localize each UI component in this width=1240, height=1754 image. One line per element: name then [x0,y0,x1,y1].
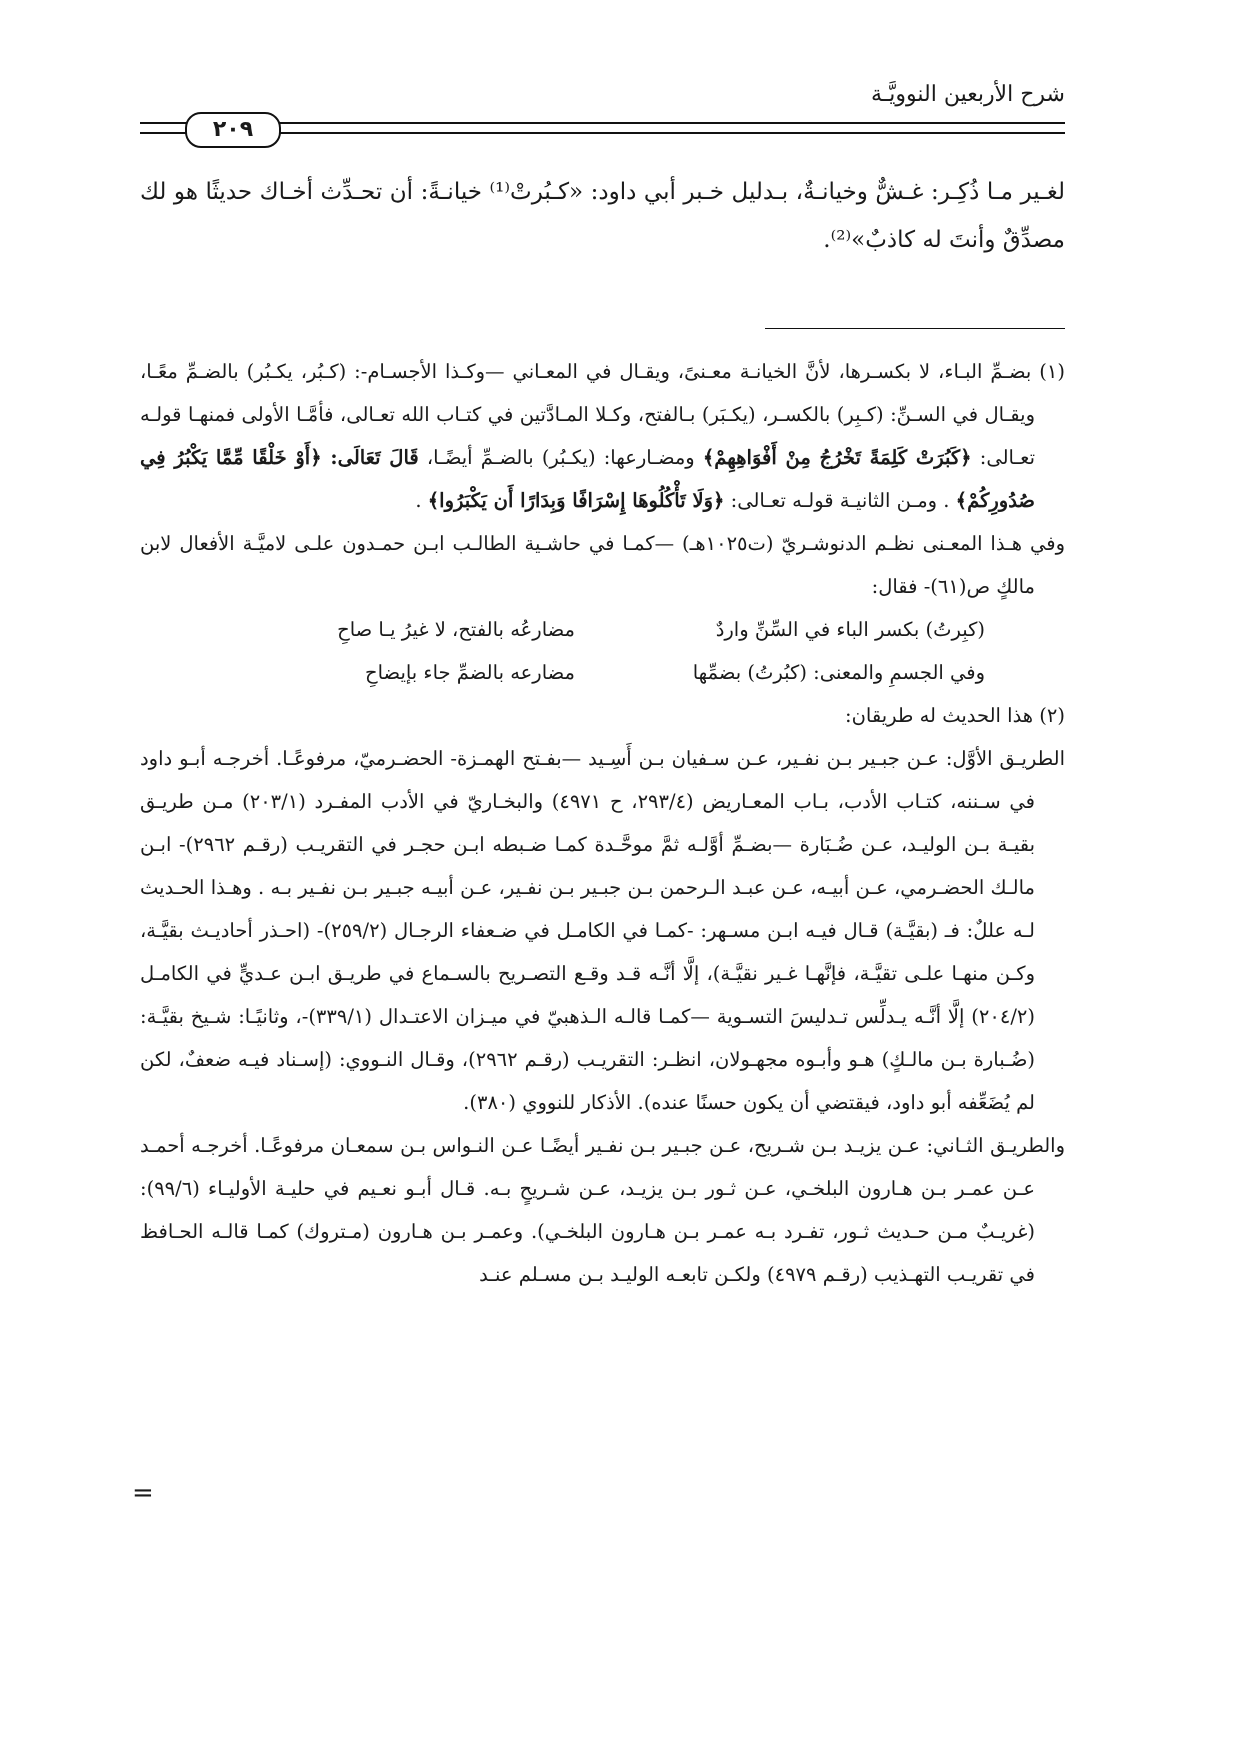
poem-hemistich-second: مضارعه بالضمِّ جاء بإيضاحِ [365,661,575,684]
quran-verse-3: ﴿وَلَا تَأْكُلُوهَا إِسْرَافًا وَبِدَارًا أَن يَكْبَرُوا﴾ [427,489,725,512]
poem [140,608,1065,694]
footnote-1-intro: (١) بضـمِّ البـاء، لا بكسـرها، لأنَّ الخيانـة معـنىً، ويقـال في المعـاني —وكـذا الأجسـام-: (كـبُر، يكـبُر) بالضـمِّ معًـا، ويقـال في السـنِّ: (كـبِر) بالكسـر، (يكـبَر) بـالفتح، وكـلا المـادَّتين في كتـاب الله تعـالى، فأمَّـا الأولى فمنهـا قولـه تعـالى: [140,360,1065,469]
footnote-2-heading: (٢) هذا الحديث له طريقان: [845,704,1065,727]
footnote-1-end: . [415,489,422,512]
poem-hemistich-first: (كبِرتُ) بكسر الباء في السِّنِّ واردٌ [715,618,985,641]
poem-verse [140,651,985,694]
quran-verse-2: قَالَ تَعَالَى: ﴿أَوْ خَلْقًا مِّمَّا يَكْبُرُ فِي صُدُورِكُمْ﴾ [140,446,1035,512]
main-text-block [140,168,1065,264]
footnote-2-path-1: الطريـق الأوَّل: عـن جبـير بـن نفـير، عـن سـفيان بـن أَسِـيد —بفـتح الهمـزة- الحضـرميّ، مرفوعًـا. أخرجـه أبـو داود في سـننه، كتـاب الأدب، بـاب المعـاريض (٢٩٣/٤، ح ٤٩٧١) والبخـاريّ في الأدب المفـرد (٢٠٣/١) مـن طريـق بقيـة بـن الوليـد، عـن ضُـبَارة —بضـمِّ أوَّلـه ثمَّ موحَّـدة كمـا ضـبطه ابـن حجـر في التقريـب (رقـم ٢٩٦٢)- ابـن مالـك الحضـرمي، عـن أبيـه، عـن عبـد الـرحمن بـن جبـير بـن نفـير، عـن أبيـه جبـير بـن نفـير بـه . وهـذا الحـديث لـه عللٌ: فـ (بقيَّـة) قـال فيـه ابـن مسـهر: -كمـا في الكامـل في ضـعفاء الرجـال (٢٥٩/٢)- (احـذر أحاديـث بقيَّـة، وكـن منهـا علـى تقيَّـة، فإنَّهـا غـير نقيَّـة)، إلَّا أنَّـه قـد وقـع التصـريح بالسـماع في طريـق ابـن عـديٍّ في الكامـل (٢٠٤/٢) إلَّا أنَّـه يـدلِّس تـدليسَ التسـوية —كمـا قالـه الـذهبيّ في ميـزان الاعتـدال (٣٣٩/١)-، وثانيًـا: شـيخ بقيَّـة: (ضُـبارة بـن مالـكٍ) هـو وأبـوه مجهـولان، انظـر: التقريـب (رقـم ٢٩٦٢)، وقـال النـووي: (إسـناد فيـه ضعفٌ، لكن لم يُضَعِّفه أبو داود، فيقتضي أن يكون حسنًا عنده). الأذكار للنووي (٣٨٠). [140,747,1065,1114]
poem-hemistich-second: مضارعُه بالفتح، لا غيرُ يـا صاحِ [337,618,575,641]
poem-intro: وفي هـذا المعـنى نظـم الدنوشـريّ (ت١٠٢٥هـ) —كمـا في حاشـية الطالـب ابـن حمـدون علـى لاميَّـة الأفعال لابن مالكٍ ص(٦١)- فقال: [140,532,1066,598]
footnote-1 [140,350,1065,522]
footnote-1-mid-1: ومضـارعها: (يكـبُر) بالضـمِّ أيضًـا، [418,446,695,469]
main-paragraph: لغـير مـا ذُكِـر: غـشٌّ وخيانـةٌ، بـدليل خـبر أبي داود: «كـبُرتْ⁽¹⁾ خيانـةً: أن تحـدِّث أخـاك حديثًا هو لك مصدِّقٌ وأنتَ له كاذبٌ»⁽²⁾. [140,179,1065,253]
poem-verse [140,608,985,651]
footnotes-block [140,350,1065,1296]
poem-hemistich-first: وفي الجسمِ والمعنى: (كبُرتُ) بضمِّها [692,661,985,684]
quran-verse-1: ﴿كَبُرَتْ كَلِمَةً تَخْرُجُ مِنْ أَفْوَاهِهِمْ﴾ [702,446,972,469]
footnote-1-mid-2: . ومـن الثانيـة قولـه تعـالى: [724,489,950,512]
footnote-2-path-2: والطريـق الثـاني: عـن يزيـد بـن شـريح، عـن جبـير بـن نفـير أيضًـا عـن النـواس بـن سمعـان مرفوعًـا. أخرجـه أحمـد عـن عمـر بـن هـارون البلخـي، عـن ثـور بـن يزيـد، عـن شـريحٍ بـه. قـال أبـو نعـيم في حليـة الأوليـاء (٩٩/٦): (غريـبٌ مـن حـديث ثـور، تفـرد بـه عمـر بـن هـارون البلخـي). وعمـر بـن هـارون (مـتروك) كمـا قالـه الحـافظ في تقريـب التهـذيب (رقـم ٤٩٧٩) ولكـن تابعـه الوليـد بـن مسـلم عنـد [140,1134,1065,1286]
footnote-separator [765,328,1065,329]
page-number-badge: ٢٠٩ [185,112,281,148]
continuation-mark: = [132,1478,154,1508]
running-header-title: شرح الأربعين النوويَّـة [871,82,1065,107]
